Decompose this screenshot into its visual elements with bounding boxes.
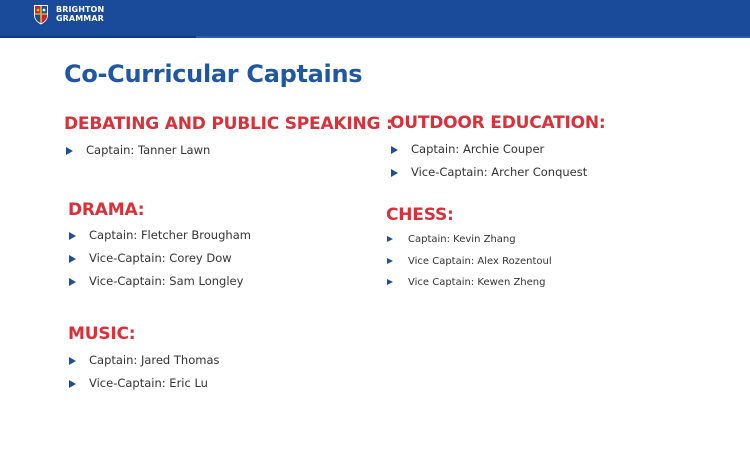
heading-chess: CHESS: <box>386 205 454 225</box>
header-bar <box>0 0 750 36</box>
list-drama <box>69 224 251 293</box>
heading-drama: DRAMA: <box>68 200 145 220</box>
page-title: Co-Curricular Captains <box>64 60 363 88</box>
header-underline-segment <box>0 36 196 38</box>
list-outdoor-education <box>391 138 587 184</box>
heading-outdoor-education: OUTDOOR EDUCATION: <box>390 113 606 133</box>
list-debating <box>66 139 210 162</box>
list-item: Captain: Jared Thomas <box>69 349 219 372</box>
heading-debating: DEBATING AND PUBLIC SPEAKING : <box>64 114 393 134</box>
list-item: Vice Captain: Alex Rozentoul <box>387 251 552 273</box>
header-underline <box>0 36 750 38</box>
list-item: Captain: Fletcher Brougham <box>69 224 251 247</box>
heading-music: MUSIC: <box>68 324 136 344</box>
list-item: Vice-Captain: Archer Conquest <box>391 161 587 184</box>
list-item: Vice-Captain: Corey Dow <box>69 247 251 270</box>
list-item: Captain: Tanner Lawn <box>66 139 210 162</box>
list-item: Vice Captain: Kewen Zheng <box>387 272 552 294</box>
school-crest-icon <box>33 4 49 25</box>
list-item: Vice-Captain: Sam Longley <box>69 270 251 293</box>
brand-name <box>56 5 104 23</box>
brand-line-1: BRIGHTON <box>56 5 105 14</box>
list-item: Captain: Archie Couper <box>391 138 587 161</box>
list-item: Captain: Kevin Zhang <box>387 229 552 251</box>
list-music <box>69 349 219 395</box>
brand-line-2: GRAMMAR <box>56 14 104 23</box>
list-item: Vice-Captain: Eric Lu <box>69 372 219 395</box>
list-chess <box>387 229 552 294</box>
